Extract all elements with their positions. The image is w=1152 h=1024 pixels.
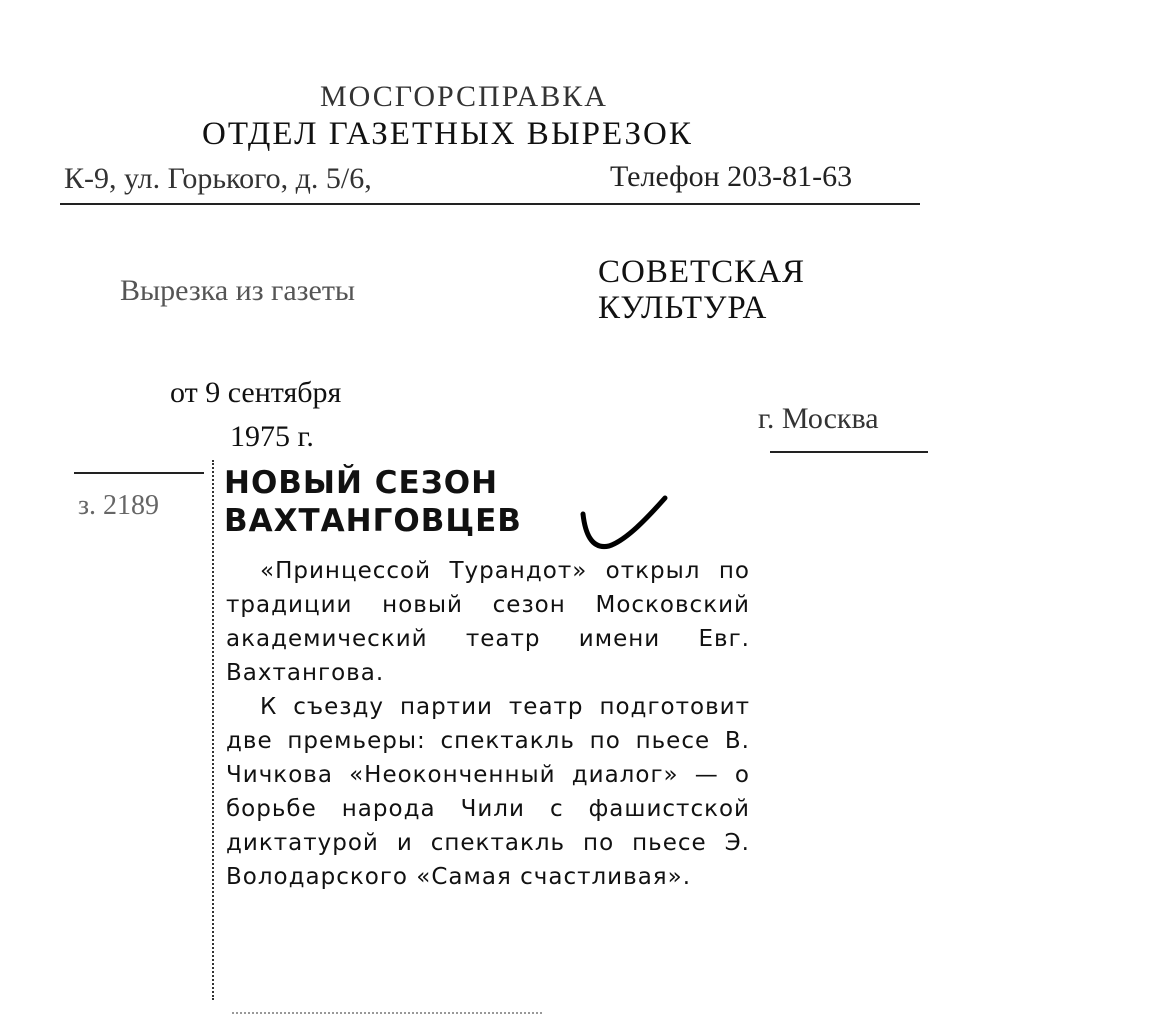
department-name: ОТДЕЛ ГАЗЕТНЫХ ВЫРЕЗОК — [202, 116, 693, 152]
check-mark-icon — [575, 492, 670, 556]
city-underline — [770, 451, 928, 453]
clipping-number: з. 2189 — [78, 490, 160, 521]
clipping-cut-edge — [212, 460, 214, 1000]
article-headline: НОВЫЙ СЕЗОН ВАХТАНГОВЦЕВ — [224, 465, 522, 539]
clipping-city: г. Москва — [758, 402, 879, 435]
clipping-date: от 9 сентября — [170, 376, 342, 409]
article-body — [226, 554, 750, 894]
clipping-label: Вырезка из газеты — [120, 274, 356, 307]
clipping-bottom-edge — [232, 1012, 542, 1014]
newspaper-title: СОВЕТСКАЯ КУЛЬТУРА — [598, 254, 806, 326]
agency-name: МОСГОРСПРАВКА — [320, 80, 608, 113]
agency-address: К-9, ул. Горького, д. 5/6, — [64, 162, 372, 195]
article-paragraph: «Принцессой Турандот» открыл по традиции новый сезон Московский академический театр имени Евг. Вахтангова. — [226, 558, 750, 686]
header-divider — [60, 203, 920, 205]
article-paragraph: К съезду партии театр подготовит две премьеры: спектакль по пьесе В. Чичкова «Неоконченный диалог» — о борьбе народа Чили с фашистской диктатурой и спектакль по пьесе Э. Володарского «Самая счастливая». — [226, 694, 750, 890]
number-rule — [74, 472, 204, 474]
agency-phone: Телефон 203-81-63 — [610, 160, 853, 193]
clipping-year: 1975 г. — [230, 420, 314, 453]
